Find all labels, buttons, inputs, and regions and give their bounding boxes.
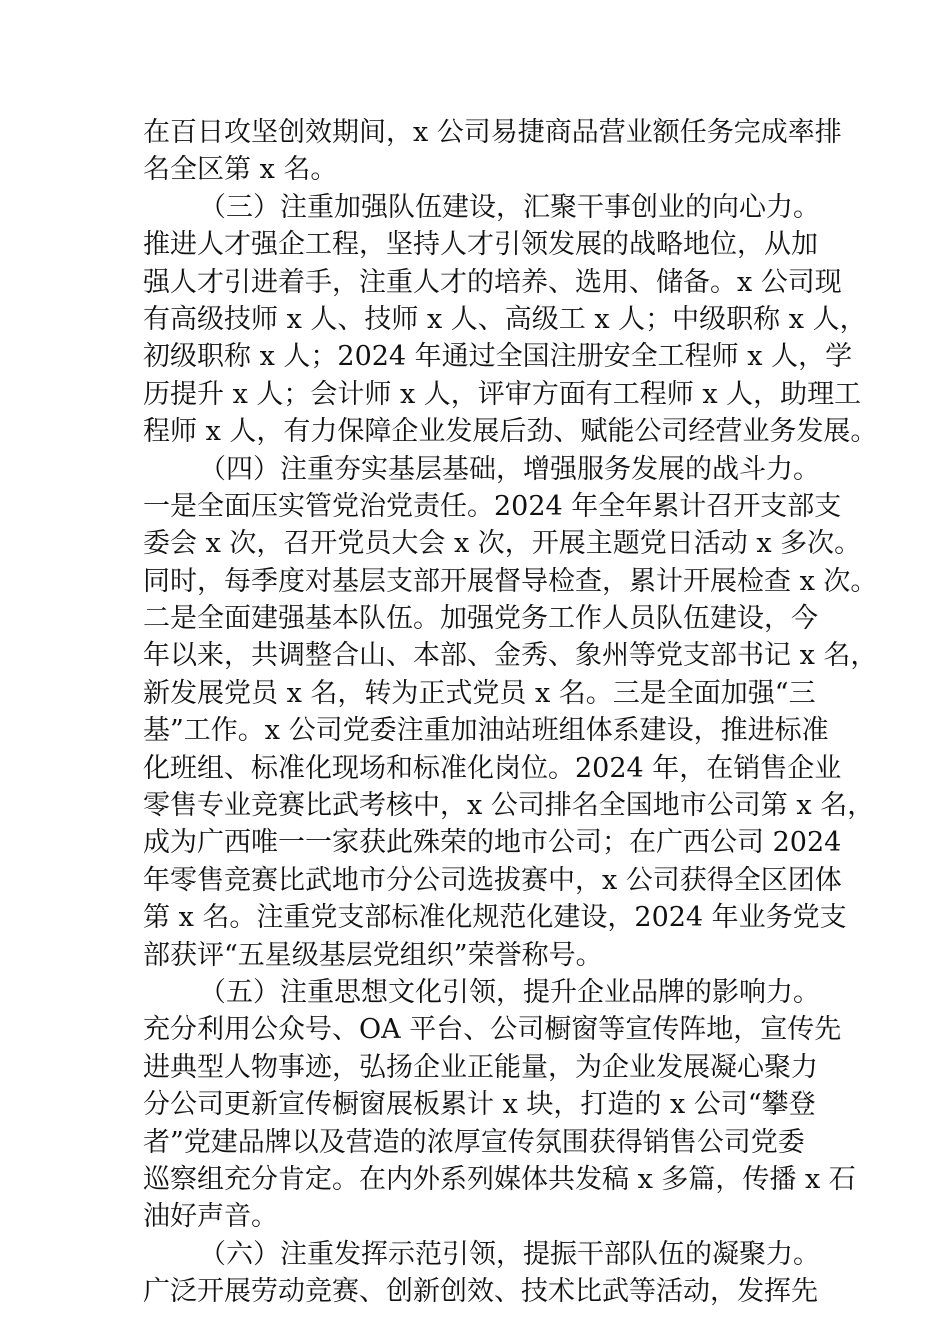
body-text-line: 基”工作。x 公司党委注重加油站班组体系建设，推进标准	[143, 715, 829, 747]
body-text-line: 充分利用公众号、OA 平台、公司橱窗等宣传阵地，宣传先	[143, 1014, 842, 1046]
body-text-line: 有高级技师 x 人、技师 x 人、高级工 x 人；中级职称 x 人，	[143, 303, 867, 335]
body-text-line: 分公司更新宣传橱窗展板累计 x 块，打造的 x 公司“攀登	[143, 1089, 816, 1121]
body-text-line: 化班组、标准化现场和标准化岗位。2024 年，在销售企业	[143, 752, 842, 784]
body-text-line: 初级职称 x 人；2024 年通过全国注册安全工程师 x 人，学	[143, 341, 853, 373]
body-text-line: 委会 x 次，召开党员大会 x 次，开展主题党日活动 x 多次。	[143, 528, 862, 560]
body-text-line: 同时，每季度对基层支部开展督导检查，累计开展检查 x 次。	[143, 565, 878, 597]
body-text-line: 年以来，共调整合山、本部、金秀、象州等党支部书记 x 名，	[143, 640, 878, 672]
body-text-line: 巡察组充分肯定。在内外系列媒体共发稿 x 多篇，传播 x 石	[143, 1163, 856, 1195]
section-heading-line: （三）注重加强队伍建设，汇聚干事创业的向心力。	[199, 191, 820, 223]
body-text-line: 油好声音。	[143, 1201, 278, 1233]
body-text-line: 强人才引进着手，注重人才的培养、选用、储备。x 公司现	[143, 266, 842, 298]
body-text-line: 部获评“五星级基层党组织”荣誉称号。	[143, 939, 603, 971]
body-text-line: 年零售竞赛比武地市分公司选拔赛中，x 公司获得全区团体	[143, 864, 842, 896]
body-text-line: 第 x 名。注重党支部标准化规范化建设，2024 年业务党支	[143, 902, 847, 934]
body-text-line: 者”党建品牌以及营造的浓厚宣传氛围获得销售公司党委	[143, 1126, 805, 1158]
body-text-line: 新发展党员 x 名，转为正式党员 x 名。三是全面加强“三	[143, 677, 816, 709]
body-text-line: 进典型人物事迹，弘扬企业正能量，为企业发展凝心聚力	[143, 1051, 818, 1083]
body-text-line: 推进人才强企工程，坚持人才引领发展的战略地位，从加	[143, 229, 818, 261]
body-text-line: 零售专业竞赛比武考核中，x 公司排名全国地市公司第 x 名，	[143, 790, 875, 822]
body-text-line: 名全区第 x 名。	[143, 154, 338, 186]
section-heading-line: （四）注重夯实基层基础，增强服务发展的战斗力。	[199, 453, 820, 485]
document-body	[143, 114, 878, 1311]
body-text-line: 一是全面压实管党治党责任。2024 年全年累计召开支部支	[143, 490, 842, 522]
body-text-line: 程师 x 人，有力保障企业发展后劲、赋能公司经营业务发展。	[143, 416, 878, 448]
section-heading-line: （五）注重思想文化引领，提升企业品牌的影响力。	[199, 976, 820, 1008]
body-text-line: 二是全面建强基本队伍。加强党务工作人员队伍建设，今	[143, 603, 818, 635]
section-heading-line: （六）注重发挥示范引领，提振干部队伍的凝聚力。	[199, 1238, 820, 1270]
body-text-line: 历提升 x 人；会计师 x 人，评审方面有工程师 x 人，助理工	[143, 378, 862, 410]
body-text-line: 成为广西唯一一家获此殊荣的地市公司；在广西公司 2024	[143, 827, 842, 859]
body-text-line: 在百日攻坚创效期间，x 公司易捷商品营业额任务完成率排	[143, 117, 842, 148]
body-text-line: 广泛开展劳动竞赛、创新创效、技术比武等活动，发挥先	[143, 1276, 818, 1308]
